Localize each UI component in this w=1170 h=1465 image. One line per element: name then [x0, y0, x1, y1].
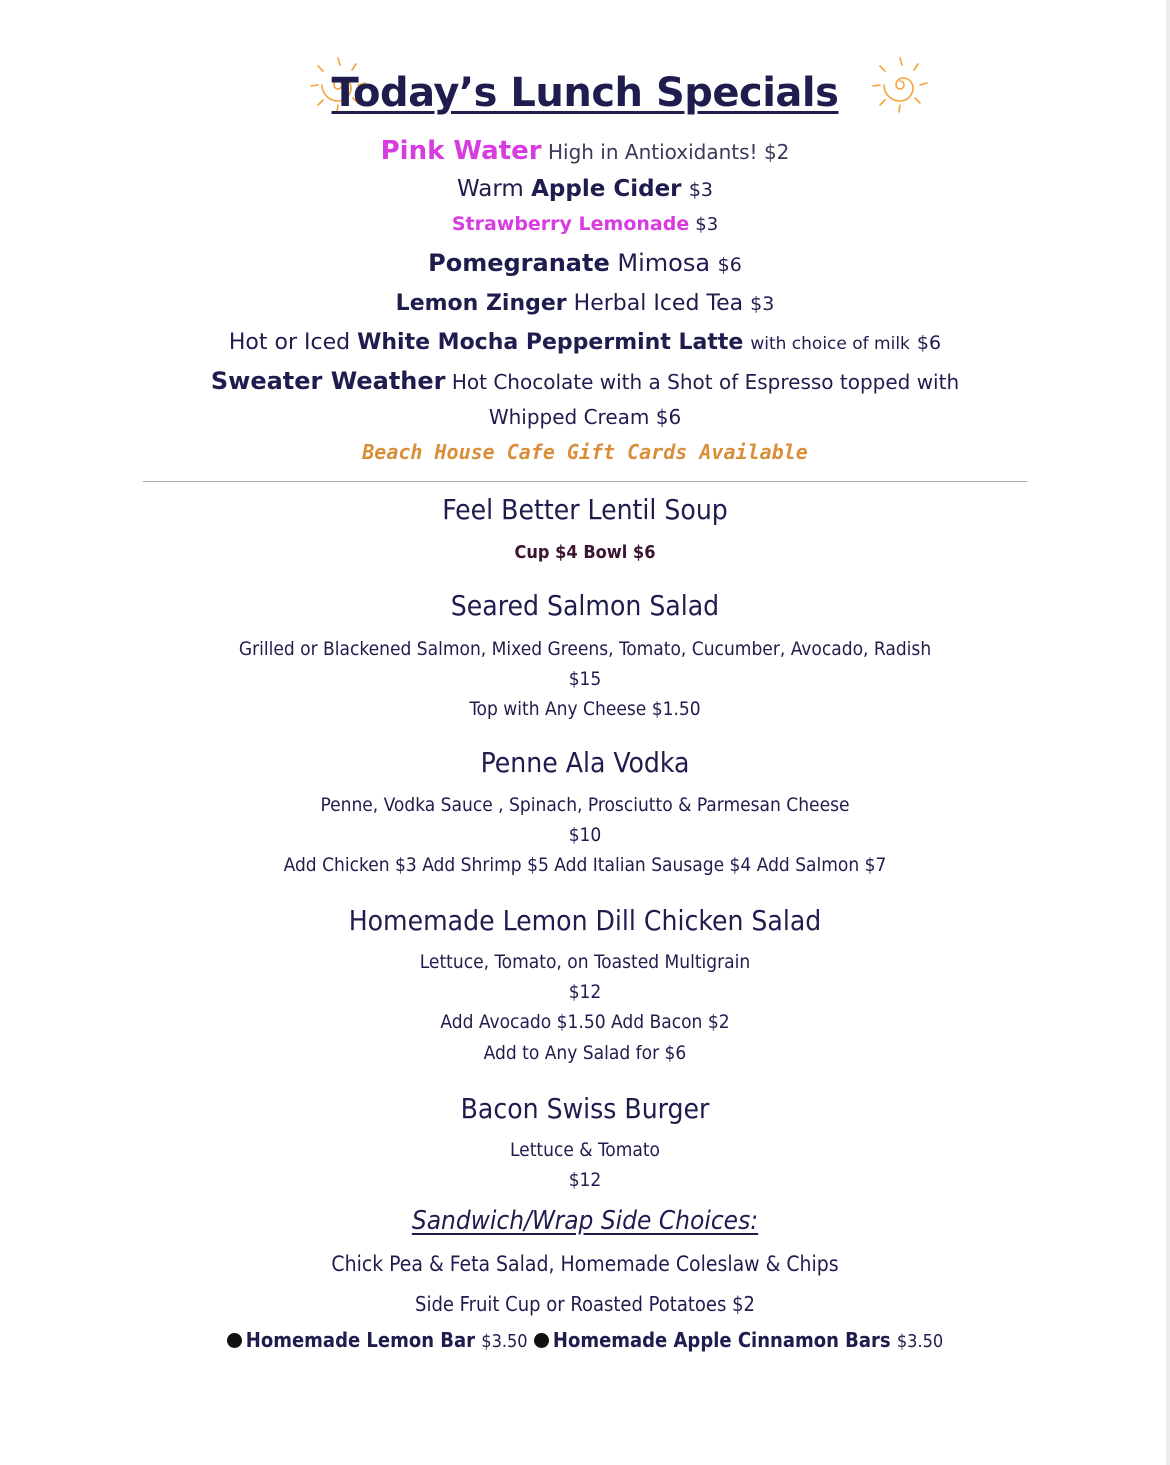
drink-name: Pink Water	[380, 136, 542, 166]
drink-name: Apple Cider	[531, 176, 682, 202]
drink-price: $3	[695, 214, 719, 235]
drink-price: $3	[688, 179, 714, 201]
drink-strawberry-lemonade	[0, 213, 1170, 235]
chicken-title: Homemade Lemon Dill Chicken Salad	[348, 904, 822, 937]
burger-price: $12	[568, 1169, 602, 1191]
drink-name: Pomegranate	[428, 249, 610, 277]
soup-price: Cup $4 Bowl $6	[514, 542, 656, 563]
drink-name: White Mocha Peppermint Latte	[357, 330, 744, 355]
title-row	[0, 70, 1170, 130]
dessert-name: Homemade Apple Cinnamon Bars	[552, 1328, 891, 1352]
burger-title: Bacon Swiss Burger	[460, 1092, 710, 1125]
bullet-icon	[534, 1333, 549, 1348]
burger-desc: Lettuce & Tomato	[510, 1139, 660, 1161]
drink-price: $2	[763, 140, 790, 164]
penne-title: Penne Ala Vodka	[480, 746, 690, 779]
penne-desc: Penne, Vodka Sauce , Spinach, Prosciutto & Parmesan Cheese	[320, 794, 850, 816]
drink-desc: with choice of milk	[750, 334, 910, 354]
dessert-price: $3.50	[896, 1331, 944, 1352]
divider	[143, 481, 1027, 482]
drink-sweater-weather	[0, 367, 1170, 395]
salmon-price: $15	[568, 668, 602, 690]
salmon-desc: Grilled or Blackened Salmon, Mixed Greens, Tomato, Cucumber, Avocado, Radish	[238, 638, 932, 660]
drink-name: Strawberry Lemonade	[451, 213, 690, 235]
chicken-price: $12	[568, 981, 602, 1003]
sides-title: Sandwich/Wrap Side Choices:	[411, 1206, 759, 1236]
salmon-title: Seared Salmon Salad	[450, 589, 720, 622]
drink-price: $6	[916, 332, 942, 354]
drink-prefix: Warm	[456, 176, 524, 202]
drink-name: Lemon Zinger	[395, 291, 567, 316]
drink-name: Sweater Weather	[210, 367, 446, 395]
chicken-desc: Lettuce, Tomato, on Toasted Multigrain	[419, 951, 751, 973]
penne-extra: Add Chicken $3 Add Shrimp $5 Add Italian Sausage $4 Add Salmon $7	[283, 854, 887, 876]
sides-line-2: Side Fruit Cup or Roasted Potatoes $2	[415, 1292, 755, 1316]
chicken-extra: Add Avocado $1.50 Add Bacon $2	[440, 1011, 730, 1033]
salmon-extra: Top with Any Cheese $1.50	[469, 698, 701, 720]
drink-desc: Hot Chocolate with a Shot of Espresso topped with	[451, 370, 960, 394]
drink-price: $6	[655, 405, 682, 429]
drink-desc: Herbal Iced Tea	[573, 291, 744, 316]
dessert-price: $3.50	[481, 1331, 528, 1352]
dessert-name: Homemade Lemon Bar	[245, 1328, 475, 1352]
soup-title: Feel Better Lentil Soup	[442, 493, 728, 526]
sides-line-1: Chick Pea & Feta Salad, Homemade Coleslaw & Chips	[331, 1252, 839, 1276]
drink-prefix: Hot or Iced	[228, 330, 351, 355]
drink-desc: High in Antioxidants!	[547, 140, 758, 164]
drink-pink-water	[0, 136, 1170, 166]
drink-price: $3	[750, 293, 775, 315]
bullet-icon	[227, 1333, 242, 1348]
drink-desc: Mimosa	[617, 249, 711, 277]
gift-card-notice: Beach House Cafe Gift Cards Available	[362, 440, 808, 464]
page-title: Today’s Lunch Specials	[331, 70, 839, 116]
drink-white-mocha	[0, 330, 1170, 355]
drink-desc: Whipped Cream	[488, 405, 650, 429]
drink-price: $6	[717, 254, 742, 276]
chicken-extra-2: Add to Any Salad for $6	[483, 1042, 687, 1064]
penne-price: $10	[568, 824, 602, 846]
drink-apple-cider	[0, 176, 1170, 202]
drink-lemon-zinger	[0, 291, 1170, 316]
drink-pomegranate-mimosa	[0, 249, 1170, 277]
drink-sweater-weather-cont	[0, 405, 1170, 429]
desserts-row	[0, 1328, 1170, 1352]
